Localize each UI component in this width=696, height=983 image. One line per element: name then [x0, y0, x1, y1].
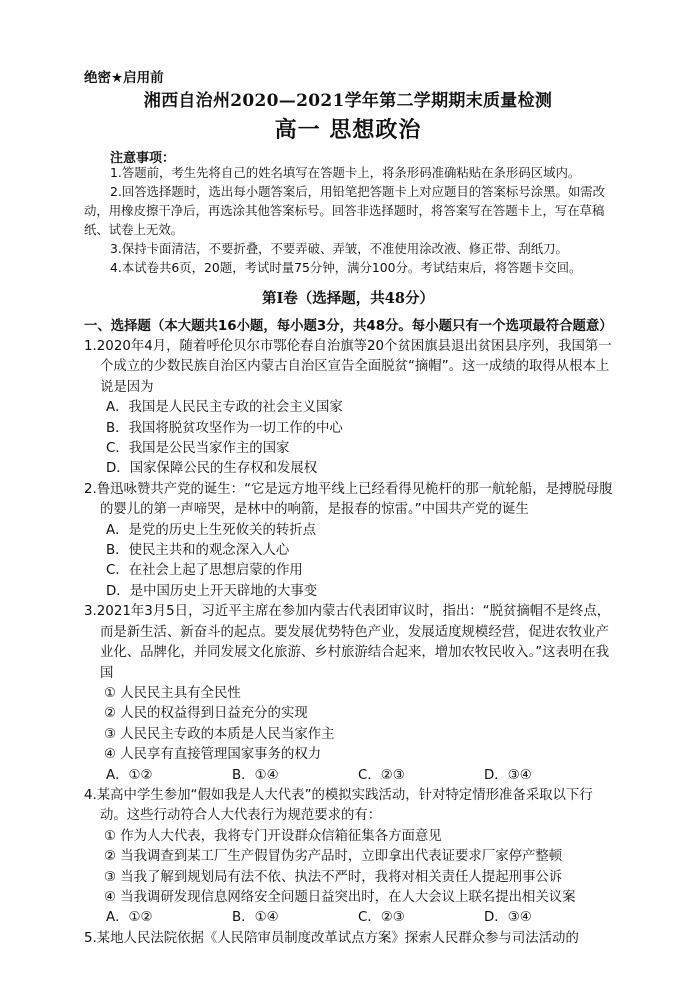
question-stem: 5.某地人民法院依据《人民陪审员制度改革试点方案》探索人民群众参与司法活动的: [84, 930, 579, 946]
notice-heading: 注意事项：: [110, 151, 176, 166]
option-a: A．①②: [106, 767, 153, 783]
notice-block: [84, 163, 616, 277]
answer-options: [84, 766, 616, 786]
question-stem: 2.鲁迅咏赞共产党的诞生：“它是远方地平线上已经看得见桅杆的那一航轮船，是搏脱母腹的婴儿的第一声啼哭，是林中的响箭，是报春的惊雷。”中国共产党的诞生: [84, 481, 613, 518]
statement-2: ② 人民的权益得到日益充分的实现: [104, 706, 308, 722]
notice-item: 2.回答选择题时，选出每小题答案后，用铅笔把答题卡上对应题目的答案标号涂黑。如需改动，用橡皮擦干净后，再选涂其他答案标号。回答非选择题时，将答案写在答题卡上，写在草稿纸、试卷上无效。: [84, 184, 606, 237]
statement-1: ① 人民民主具有全民性: [104, 685, 241, 701]
question-stem: 4.某高中学生参加“假如我是人大代表”的模拟实践活动，针对特定情形准备采取以下行动。这些行动符合人大代表行为规范要求的有：: [84, 787, 593, 824]
notice-item: 1.答题前，考生先将自己的姓名填写在答题卡上，将条形码准确粘贴在条形码区域内。: [110, 165, 581, 180]
notice-item: 4.本试卷共6页，20题，考试时量75分钟，满分100分。考试结束后，将答题卡交回。: [110, 260, 582, 275]
statement-3: ③ 当我了解到规划局有法不依、执法不严时，我将对相关责任人提起刑事公诉: [104, 869, 563, 885]
option-c: C．②③: [358, 910, 405, 926]
option-d: D．③④: [484, 767, 532, 783]
question-list: [84, 337, 616, 949]
option-a: A．是党的历史上生死攸关的转折点: [106, 522, 317, 538]
option-b: B．我国将脱贫攻坚作为一切工作的中心: [106, 420, 343, 436]
statement-3: ③ 人民民主专政的本质是人民当家作主: [104, 726, 335, 742]
question-stem: 3.2021年3月5日，习近平主席在参加内蒙古代表团审议时，指出：“脱贫摘帽不是终点，而是新生活、新奋斗的起点。要发展优势特色产业，发展适度规模经营，促进农牧业产业化、品牌化，并同发展文化旅游、乡村旅游结合起来，增加农牧民收入。”这表明在我国: [84, 604, 611, 681]
answer-options: [84, 908, 616, 928]
statement-1: ① 作为人大代表，我将专门开设群众信箱征集各方面意见: [104, 828, 442, 844]
option-b: B．①④: [232, 910, 279, 926]
question-2: [84, 480, 616, 602]
question-stem: 1.2020年4月，随着呼伦贝尔市鄂伦春自治旗等20个贫困旗县退出贫困县序列，我国第一个成立的少数民族自治区内蒙古自治区宣告全面脱贫“摘帽”。这一成绩的取得从根本上说是因为: [84, 339, 612, 395]
question-1: [84, 337, 616, 480]
secret-mark: 绝密★启用前: [84, 70, 164, 86]
option-b: B．使民主共和的观念深入人心: [106, 543, 290, 559]
statement-4: ④ 当我调研发现信息网络安全问题日益突出时，在人大会议上联名提出相关议案: [104, 889, 576, 905]
exam-title: 湘西自治州2020—2021学年第二学期期末质量检测: [143, 91, 553, 111]
option-b: B．①④: [232, 767, 279, 783]
question-4: [84, 786, 616, 929]
statement-2: ② 当我调查到某工厂生产假冒伪劣产品时，立即拿出代表证要求厂家停产整顿: [104, 849, 563, 865]
question-5: [84, 929, 616, 949]
option-a: A．我国是人民民主专政的社会主义国家: [106, 400, 343, 416]
notice-item: 3.保持卡面清洁，不要折叠，不要弄破、弄皱，不准使用涂改液、修正带、刮纸刀。: [110, 241, 568, 256]
option-c: C．我国是公民当家作主的国家: [106, 441, 290, 457]
question-3: [84, 602, 616, 786]
section-title: 第Ⅰ卷（选择题，共48分）: [262, 290, 434, 307]
section-instruction: 一、选择题（本大题共16小题，每小题3分，共48分。每小题只有一个选项最符合题意）: [84, 319, 613, 334]
option-d: D．③④: [484, 910, 532, 926]
option-c: C．在社会上起了思想启蒙的作用: [106, 563, 303, 579]
option-c: C．②③: [358, 767, 405, 783]
statement-4: ④ 人民享有直接管理国家事务的权力: [104, 747, 322, 763]
subject-title: 高一 思想政治: [274, 117, 422, 143]
option-d: D．国家保障公民的生存权和发展权: [106, 461, 318, 477]
option-a: A．①②: [106, 910, 153, 926]
option-d: D．是中国历史上开天辟地的大事变: [106, 583, 318, 599]
